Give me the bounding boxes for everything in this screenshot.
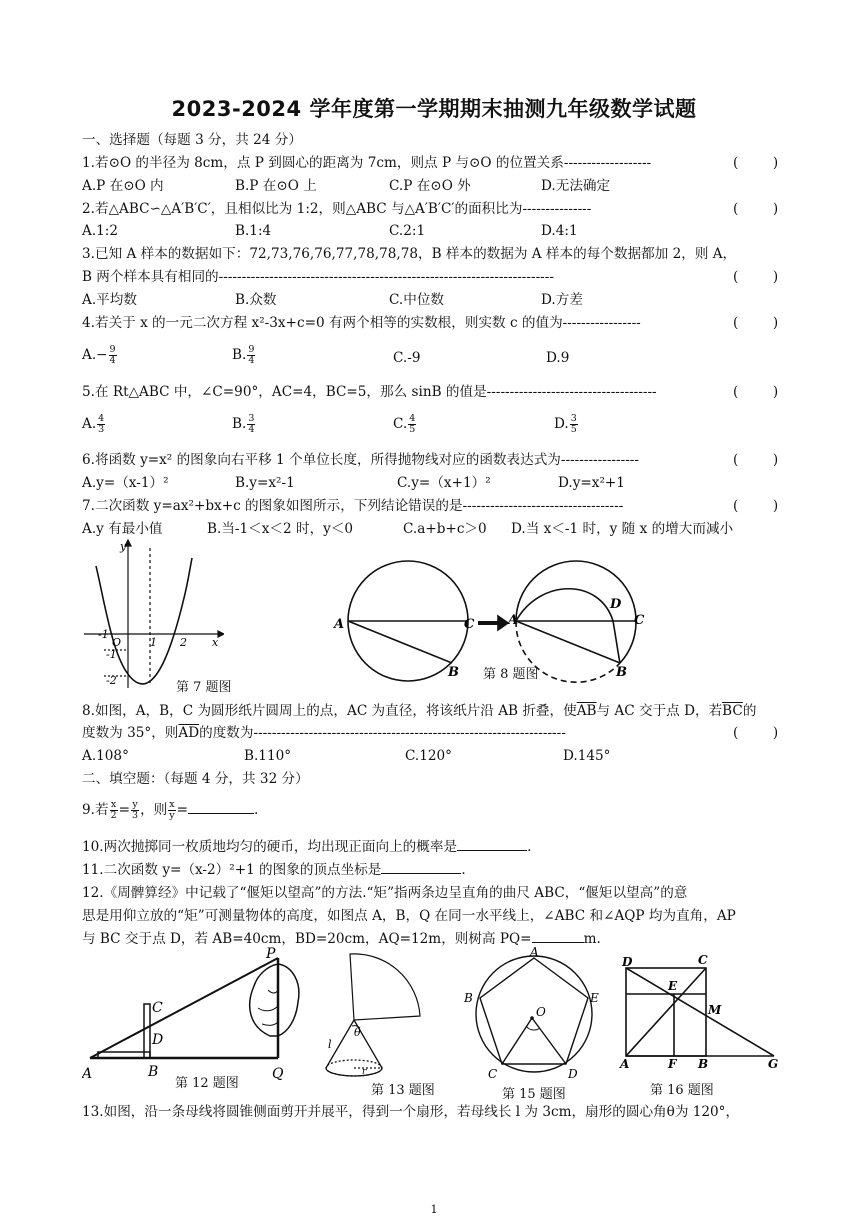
q13-stem: 13.如图，沿一条母线将圆锥侧面剪开并展平，得到一个扇形，若母线长 l 为 3cm，扇形的圆心角θ为 120°， — [82, 1104, 740, 1120]
q3-option-d: D.方差 — [541, 292, 583, 308]
svg-text:B: B — [698, 1057, 709, 1070]
q9-answer-blank[interactable] — [188, 801, 254, 814]
q3-option-a: A.平均数 — [82, 292, 137, 308]
svg-text:θ: θ — [354, 1026, 361, 1039]
q12-line2: 思是用仰立放的“矩”可测量物体的高度，如图点 A，B，Q 在同一水平线上，∠ABC 和∠AQP 均为直角，AP — [82, 908, 736, 924]
q1-option-b: B.P 在⊙O 上 — [235, 178, 317, 194]
q12-answer-blank[interactable] — [532, 930, 584, 943]
svg-text:-1: -1 — [98, 628, 109, 641]
q3-stem-line2: B 两个样本具有相同的------------------------------------------------------------------------- — [82, 269, 554, 285]
q7-stem: 7.二次函数 y=ax²+bx+c 的图象如图所示，下列结论错误的是----------------------------------- — [82, 498, 624, 514]
q2-option-a: A.1:2 — [82, 223, 119, 239]
svg-text:G: G — [768, 1057, 779, 1070]
svg-text:2: 2 — [180, 636, 187, 649]
q5-option-c: C. $\frac{4}{5}$ — [393, 413, 416, 435]
page-number: 1 — [430, 1203, 438, 1216]
svg-text:C: C — [634, 613, 645, 628]
q5-answer-paren: ( ) — [733, 384, 779, 400]
svg-text:A: A — [620, 1057, 630, 1070]
figure-16-square-lines — [616, 954, 786, 1070]
q6-option-c: C.y=（x+1）² — [397, 475, 491, 491]
svg-text:-2: -2 — [106, 674, 117, 687]
svg-text:C: C — [488, 1067, 498, 1081]
q11-answer-blank[interactable] — [381, 861, 461, 874]
figure-15-pentagon-circle — [458, 946, 608, 1082]
svg-text:F: F — [668, 1057, 677, 1070]
q1-option-d: D.无法确定 — [541, 178, 611, 194]
svg-text:r: r — [362, 1067, 367, 1077]
svg-text:-1: -1 — [106, 648, 117, 661]
q6-option-d: D.y=x²+1 — [558, 475, 625, 491]
q11-stem: 11.二次函数 y=（x-2）²+1 的图象的顶点坐标是 . — [82, 862, 466, 878]
svg-text:C: C — [152, 1000, 163, 1016]
svg-text:B: B — [464, 991, 473, 1005]
q4-answer-paren: ( ) — [733, 315, 779, 331]
q4-option-a: A.− $\frac{9}{4}$ — [82, 344, 116, 366]
page-title: 2023-2024 学年度第一学期期末抽测九年级数学试题 — [171, 97, 697, 121]
q5-option-b: B. $\frac{3}{4}$ — [232, 413, 255, 435]
q6-option-a: A.y=（x-1）² — [82, 475, 169, 491]
section-2-heading: 二、填空题：（每题 4 分，共 32 分） — [82, 771, 309, 787]
q4-stem: 4.若关于 x 的一元二次方程 x²-3x+c=0 有两个相等的实数根，则实数 c 的值为----------------- — [82, 315, 641, 331]
q3-option-c: C.中位数 — [389, 292, 445, 308]
q9-stem: 9.若 $\frac{x}{2}$ = $\frac{y}{3}$ ，则 $\frac{x}{y}$ = . — [82, 799, 259, 821]
q5-option-a: A. $\frac{4}{3}$ — [82, 413, 105, 435]
svg-text:B: B — [148, 1064, 159, 1080]
q1-answer-paren: ( ) — [733, 155, 779, 171]
svg-text:P: P — [266, 946, 276, 962]
q1-option-a: A.P 在⊙O 内 — [82, 178, 164, 194]
svg-text:l: l — [328, 1038, 332, 1051]
svg-text:A: A — [530, 946, 539, 959]
q1-stem: 1.若⊙O 的半径为 8cm，点 P 到圆心的距离为 7cm，则点 P 与⊙O 的位置关系------------------- — [82, 155, 652, 171]
q8-option-c: C.120° — [405, 748, 452, 764]
svg-text:D: D — [152, 1032, 164, 1048]
svg-text:y: y — [120, 540, 127, 553]
svg-text:D: D — [610, 597, 622, 612]
q5-stem: 5.在 Rt△ABC 中，∠C=90°，AC=4，BC=5，那么 sinB 的值是------------------------------------- — [82, 384, 657, 400]
q6-answer-paren: ( ) — [733, 452, 779, 468]
svg-text:A: A — [82, 1066, 93, 1080]
q4-option-c: C.-9 — [393, 350, 421, 366]
svg-text:B: B — [448, 665, 459, 680]
svg-text:C: C — [698, 954, 708, 967]
svg-text:Q: Q — [272, 1066, 284, 1080]
svg-text:1: 1 — [150, 636, 157, 649]
svg-text:O: O — [536, 1005, 546, 1019]
q8-answer-paren: ( ) — [733, 725, 779, 741]
section-1-heading: 一、选择题（每题 3 分，共 24 分） — [82, 132, 302, 148]
q7-option-b: B.当-1＜x＜2 时，y＜0 — [207, 521, 354, 537]
q7-option-c: C.a+b+c＞0 — [403, 521, 487, 537]
svg-text:C: C — [464, 617, 475, 632]
q8-option-a: A.108° — [82, 748, 129, 764]
svg-text:E: E — [668, 979, 678, 993]
figure-7-parabola-graph — [84, 538, 224, 690]
q3-option-b: B.众数 — [235, 292, 277, 308]
q8-stem-line1: 8.如图，A，B，C 为圆形纸片圆周上的点，AC 为直径，将该纸片沿 AB 折叠，使$\overline{AB}$与 AC 交于点 D，若$\overline{BC}$的 — [82, 703, 757, 719]
q8-option-b: B.110° — [244, 748, 292, 764]
q2-answer-paren: ( ) — [733, 201, 779, 217]
figure-8-caption: 第 8 题图 — [483, 667, 539, 682]
svg-text:B: B — [616, 665, 627, 680]
q3-stem-line1: 3.已知 A 样本的数据如下：72,73,76,76,77,78,78,78，B 样本的数据为 A 样本的每个数据都加 2，则 A， — [82, 246, 737, 262]
q5-option-d: D. $\frac{3}{5}$ — [554, 413, 577, 435]
svg-text:D: D — [622, 955, 633, 969]
q8-option-d: D.145° — [563, 748, 611, 764]
q6-option-b: B.y=x²-1 — [235, 475, 295, 491]
q1-option-c: C.P 在⊙O 外 — [389, 178, 471, 194]
q10-answer-blank[interactable] — [457, 838, 527, 851]
svg-text:A: A — [334, 617, 345, 632]
q2-stem: 2.若△ABC∽△A′B′C′，且相似比为 1:2，则△ABC 与△A′B′C′的面积比为--------------- — [82, 201, 592, 217]
q7-answer-paren: ( ) — [733, 498, 779, 514]
q12-line3: 与 BC 交于点 D，若 AB=40cm，BD=20cm，AQ=12m，则树高 PQ= m. — [82, 931, 601, 947]
q4-option-d: D.9 — [546, 350, 570, 366]
figure-12-caption: 第 12 题图 — [175, 1076, 239, 1091]
figure-7-caption: 第 7 题图 — [176, 680, 232, 695]
q6-stem: 6.将函数 y=x² 的图象向右平移 1 个单位长度，所得抛物线对应的函数表达式为----------------- — [82, 452, 639, 468]
q7-option-a: A.y 有最小值 — [82, 521, 163, 537]
figure-16-caption: 第 16 题图 — [650, 1083, 714, 1098]
svg-text:O: O — [112, 636, 122, 649]
figure-13-cone-sector — [318, 950, 448, 1082]
q4-option-b: B. $\frac{9}{4}$ — [232, 344, 255, 366]
q2-option-c: C.2:1 — [389, 223, 426, 239]
figure-15-caption: 第 15 题图 — [502, 1087, 566, 1102]
svg-text:A: A — [508, 613, 519, 628]
q2-option-d: D.4:1 — [541, 223, 578, 239]
q10-stem: 10.两次抛掷同一枚质地均匀的硬币，均出现正面向上的概率是 . — [82, 839, 532, 855]
figure-12-tree-height — [82, 946, 304, 1080]
figure-13-caption: 第 13 题图 — [371, 1083, 435, 1098]
svg-text:D: D — [568, 1067, 578, 1081]
svg-text:E: E — [590, 991, 599, 1005]
q12-line1: 12.《周髀算经》中记载了“偃矩以望高”的方法.“矩”指两条边呈直角的曲尺 ABC，“偃矩以望高”的意 — [82, 885, 688, 901]
svg-text:M: M — [708, 1003, 722, 1017]
svg-text:x: x — [212, 636, 219, 649]
q8-stem-line2: 度数为 35°，则$\overline{AD}$的度数为-------------------------------------------------------------------- — [82, 725, 566, 741]
q3-answer-paren: ( ) — [733, 269, 779, 285]
q2-option-b: B.1:4 — [235, 223, 272, 239]
q7-option-d: D.当 x＜-1 时，y 随 x 的增大而减小 — [511, 521, 734, 537]
